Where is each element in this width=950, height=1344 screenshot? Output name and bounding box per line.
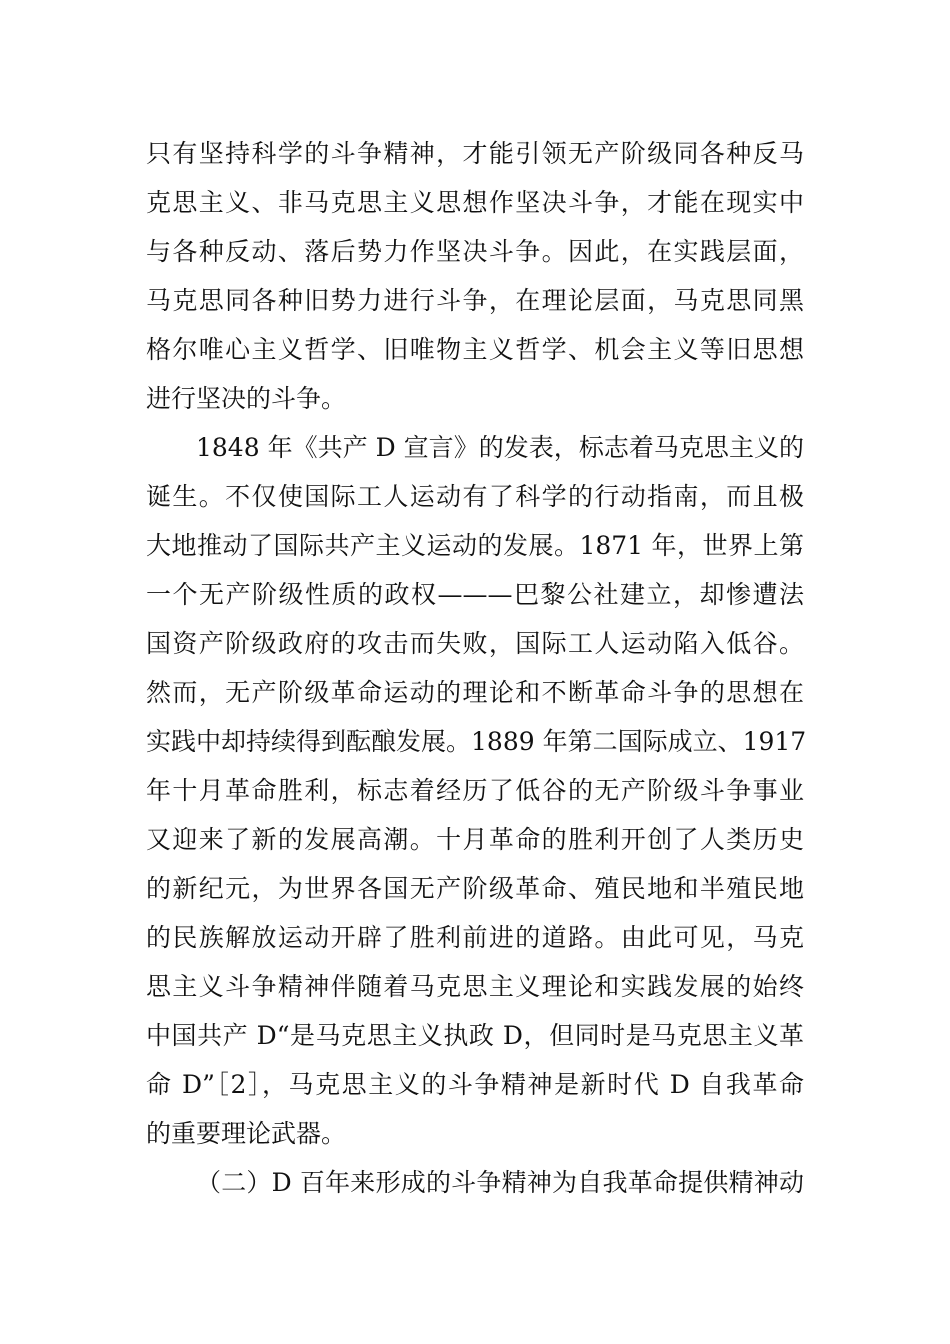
text-line: 进行坚决的斗争。 [146, 384, 347, 413]
text-line: 格尔唯心主义哲学、旧唯物主义哲学、机会主义等旧思想 [146, 335, 804, 364]
text-line: 年十月革命胜利，标志着经历了低谷的无产阶级斗争事业 [146, 776, 804, 805]
paragraph-first-line: 1848 年《共产 D 宣言》的发表，标志着马克思主义的 [196, 433, 804, 462]
text-line: 马克思同各种旧势力进行斗争，在理论层面，马克思同黑 [146, 286, 804, 315]
text-line: 的重要理论武器。 [146, 1119, 347, 1148]
text-line: 思主义斗争精神伴随着马克思主义理论和实践发展的始终 [146, 972, 804, 1001]
section-heading: （二）D 百年来形成的斗争精神为自我革命提供精神动 [196, 1168, 804, 1197]
text-line: 的民族解放运动开辟了胜利前进的道路。由此可见，马克 [146, 923, 804, 952]
text-line: 又迎来了新的发展高潮。十月革命的胜利开创了人类历史 [146, 825, 804, 854]
text-line: 只有坚持科学的斗争精神，才能引领无产阶级同各种反马 [146, 139, 804, 168]
text-line: 然而，无产阶级革命运动的理论和不断革命斗争的思想在 [146, 678, 804, 707]
text-line: 的新纪元，为世界各国无产阶级革命、殖民地和半殖民地 [146, 874, 804, 903]
text-line: 诞生。不仅使国际工人运动有了科学的行动指南，而且极 [146, 482, 804, 511]
text-line: 中国共产 D“是马克思主义执政 D，但同时是马克思主义革 [146, 1021, 804, 1050]
text-line: 国资产阶级政府的攻击而失败，国际工人运动陷入低谷。 [146, 629, 804, 658]
text-line: 大地推动了国际共产主义运动的发展。1871 年，世界上第 [146, 531, 804, 560]
text-line: 一个无产阶级性质的政权———巴黎公社建立，却惨遭法 [146, 580, 804, 609]
text-line: 克思主义、非马克思主义思想作坚决斗争，才能在现实中 [146, 188, 804, 217]
text-line: 命 D”［2］，马克思主义的斗争精神是新时代 D 自我革命 [146, 1070, 804, 1099]
text-line: 实践中却持续得到酝酿发展。1889 年第二国际成立、1917 [146, 727, 807, 756]
text-line: 与各种反动、落后势力作坚决斗争。因此，在实践层面， [146, 237, 804, 266]
